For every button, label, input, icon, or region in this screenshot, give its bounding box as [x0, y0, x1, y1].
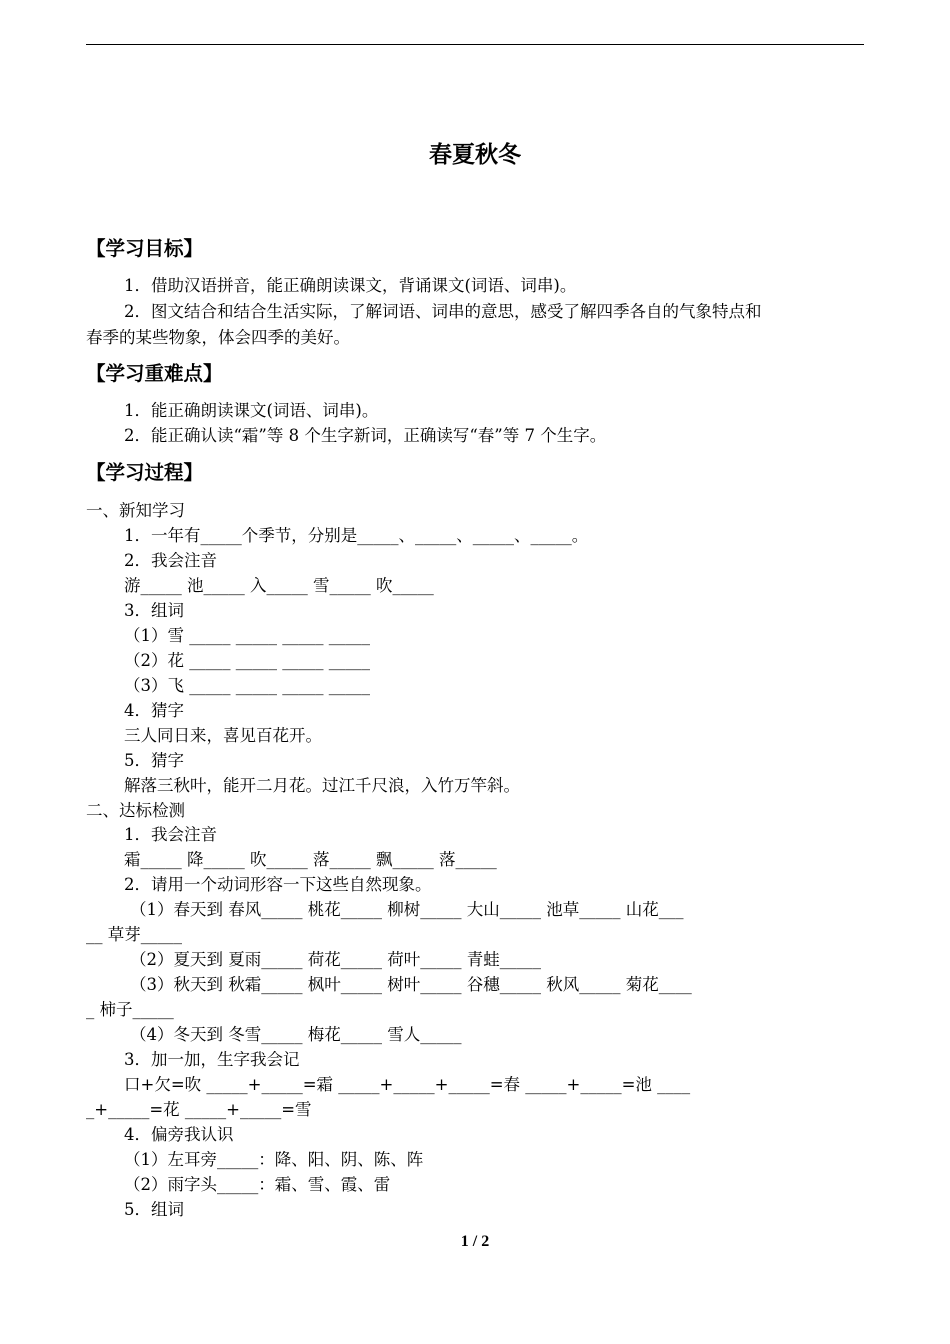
- process-heading: 【学习过程】: [86, 461, 204, 484]
- test-words-title: 5．组词: [124, 1200, 184, 1219]
- key-point-2: 2．能正确认读“霜”等 8 个生字新词，正确读写“春”等 7 个生字。: [124, 426, 607, 445]
- test-verbs-spring-continued: __ 草芽_____: [86, 925, 182, 944]
- test-add-line-continued: _+_____=花 _____+_____=雪: [86, 1100, 312, 1119]
- question-words-title: 3．组词: [124, 601, 184, 620]
- goal-2: 2．图文结合和结合生活实际，了解词语、词串的意思，感受了解四季各自的气象特点和: [124, 302, 762, 321]
- riddle-1-title: 4．猜字: [124, 701, 184, 720]
- test-radicals-1: （1）左耳旁_____：降、阳、阴、陈、阵: [124, 1150, 424, 1169]
- test-verbs-title: 2．请用一个动词形容一下这些自然现象。: [124, 875, 432, 894]
- test-verbs-autumn: （3）秋天到 秋霜_____ 枫叶_____ 树叶_____ 谷穗_____ 秋风_____ 菊花____: [130, 975, 692, 994]
- question-pinyin-line: 游_____ 池_____ 入_____ 雪_____ 吹_____: [124, 576, 434, 595]
- part1-title: 一、新知学习: [86, 501, 185, 520]
- test-verbs-autumn-continued: _ 柿子_____: [86, 1000, 174, 1019]
- key-point-1: 1．能正确朗读课文(词语、词串)。: [124, 401, 379, 420]
- question-words-3: （3）飞 _____ _____ _____ _____: [124, 676, 370, 695]
- riddle-2-title: 5．猜字: [124, 751, 184, 770]
- riddle-1-text: 三人同日来，喜见百花开。: [124, 726, 322, 745]
- goal-1: 1．借助汉语拼音，能正确朗读课文，背诵课文(词语、词串)。: [124, 276, 577, 295]
- page-number: 1 / 2: [460, 1233, 490, 1250]
- key-points-heading: 【学习重难点】: [86, 362, 223, 385]
- test-verbs-spring: （1）春天到 春风_____ 桃花_____ 柳树_____ 大山_____ 池草_____ 山花___: [130, 900, 684, 919]
- test-pinyin-title: 1．我会注音: [124, 825, 217, 844]
- goals-heading: 【学习目标】: [86, 237, 204, 260]
- test-verbs-winter: （4）冬天到 冬雪_____ 梅花_____ 雪人_____: [130, 1025, 462, 1044]
- test-add-line: 口+欠=吹 _____+_____=霜 _____+_____+_____=春 _____+_____=池 ____: [124, 1075, 691, 1094]
- riddle-2-text: 解落三秋叶，能开二月花。过江千尺浪，入竹万竿斜。: [124, 776, 520, 795]
- part2-title: 二、达标检测: [86, 801, 185, 820]
- question-pinyin-title: 2．我会注音: [124, 551, 217, 570]
- goal-2-continued: 春季的某些物象，体会四季的美好。: [86, 328, 350, 347]
- question-words-1: （1）雪 _____ _____ _____ _____: [124, 626, 370, 645]
- header-rule: [86, 44, 864, 45]
- test-radicals-title: 4．偏旁我认识: [124, 1125, 234, 1144]
- test-pinyin-line: 霜_____ 降_____ 吹_____ 落_____ 飘_____ 落_____: [124, 850, 497, 869]
- question-words-2: （2）花 _____ _____ _____ _____: [124, 651, 370, 670]
- test-verbs-summer: （2）夏天到 夏雨_____ 荷花_____ 荷叶_____ 青蛙_____: [130, 950, 541, 969]
- test-add-title: 3．加一加，生字我会记: [124, 1050, 300, 1069]
- question-seasons: 1．一年有_____个季节，分别是_____、_____、_____、_____。: [124, 526, 589, 545]
- page-title: 春夏秋冬: [429, 142, 521, 168]
- test-radicals-2: （2）雨字头_____：霜、雪、霞、雷: [124, 1175, 391, 1194]
